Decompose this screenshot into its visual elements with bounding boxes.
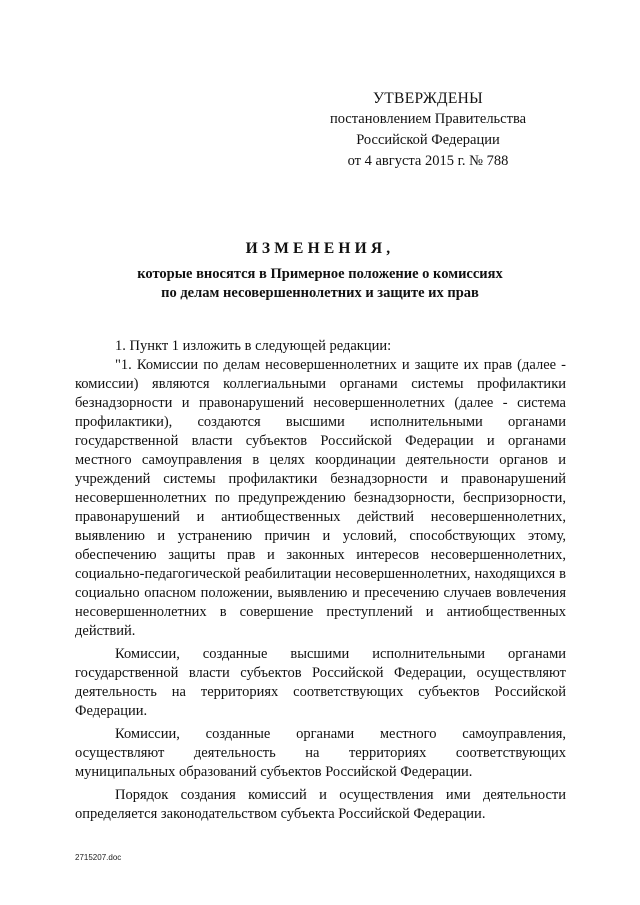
document-subtitle-line-1: которые вносятся в Примерное положение о комиссиях bbox=[137, 266, 503, 282]
document-heading bbox=[0, 238, 640, 303]
approval-line-federation: Российской Федерации bbox=[356, 132, 500, 148]
document-body bbox=[75, 337, 566, 824]
document-subtitle bbox=[0, 265, 640, 303]
approval-title: УТВЕРЖДЕНЫ bbox=[373, 90, 483, 107]
file-code: 2715207.doc bbox=[75, 853, 122, 862]
paragraph-municipal-commissions: Комиссии, созданные органами местного самоуправления, осуществляют деятельность на территориях соответствующих муниципальных образований субъектов Российской Федерации. bbox=[75, 726, 566, 780]
document-subtitle-line-2: по делам несовершеннолетних и защите их прав bbox=[161, 285, 479, 301]
approval-block bbox=[318, 88, 538, 172]
document-title: ИЗМЕНЕНИЯ, bbox=[245, 240, 395, 257]
approval-line-decree: постановлением Правительства bbox=[329, 111, 527, 127]
paragraph-commission-definition: "1. Комиссии по делам несовершеннолетних и защите их прав (далее - комиссии) являются коллегиальными органами системы профилактики безнадзорности и правонарушений несовершеннолетних (далее - система профилактики), создаются высшими исполнительными органами государственной власти субъектов Российской Федерации и органами местного самоуправления в целях координации деятельности органов и учреждений системы профилактики безнадзорности и правонарушений несовершеннолетних по предупреждению безнадзорности, беспризорности, правонарушений и антиобщественных действий несовершеннолетних, выявлению и устранению причин и условий, способствующих этому, обеспечению защиты прав и законных интересов несовершеннолетних, социально-педагогической реабилитации несовершеннолетних, находящихся в социально опасном положении, выявлению и пресечению случаев вовлечения несовершеннолетних в совершение преступлений и антиобщественных действий. bbox=[75, 357, 566, 639]
paragraph-creation-procedure: Порядок создания комиссий и осуществления ими деятельности определяется законодательством субъекта Российской Федерации. bbox=[75, 787, 566, 822]
paragraph-regional-commissions: Комиссии, созданные высшими исполнительными органами государственной власти субъектов Российской Федерации, осуществляют деятельность на территориях соответствующих субъектов Российской Федерации. bbox=[75, 646, 566, 719]
approval-line-date-number: от 4 августа 2015 г. № 788 bbox=[347, 153, 509, 169]
paragraph-item-1: 1. Пункт 1 изложить в следующей редакции: bbox=[115, 338, 392, 354]
